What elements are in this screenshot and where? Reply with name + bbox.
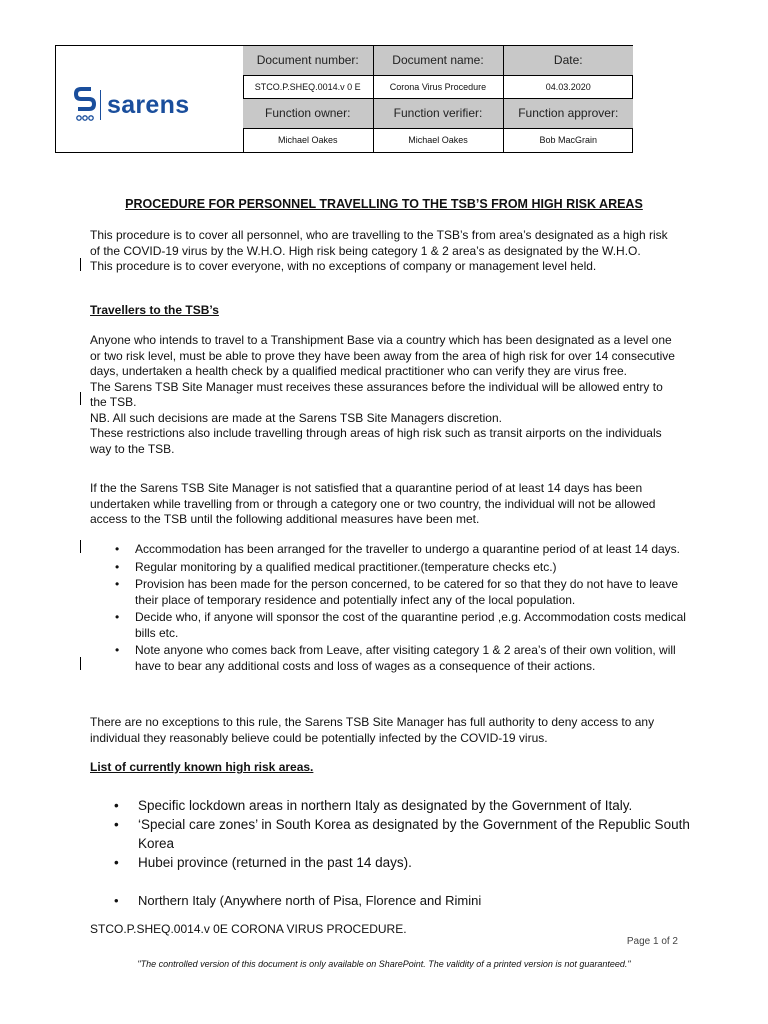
intro-section	[90, 228, 680, 275]
document-header	[55, 45, 633, 153]
date-value: 04.03.2020	[503, 75, 633, 98]
risk-areas-heading: List of currently known high risk areas.	[90, 760, 314, 774]
disclaimer: "The controlled version of this document is only available on SharePoint. The validity of a printed version is not guaranteed."	[137, 959, 631, 969]
footer-reference: STCO.P.SHEQ.0014.v 0E CORONA VIRUS PROCEDURE.	[90, 922, 407, 936]
document-name-label: Document name:	[373, 46, 503, 75]
document-info-table	[243, 46, 633, 152]
travellers-paragraph: The Sarens TSB Site Manager must receives these assurances before the individual will be allowed entry to the TSB.	[90, 379, 663, 409]
list-item: • Note anyone who comes back from Leave, after visiting category 1 & 2 area’s of their own volition, will have to bear any additional costs and loss of wages as a consequence of their actions.	[90, 643, 690, 674]
function-owner-value: Michael Oakes	[243, 128, 373, 152]
travellers-paragraph: Anyone who intends to travel to a Transhipment Base via a country which has been designated as a level one or two risk level, must be able to prove they have been away from the area of high risk for over 14 consecutive days, undertaken a health check by a qualified medical practitioner who can verify they are virus free.	[90, 333, 675, 378]
quarantine-paragraph: If the the Sarens TSB Site Manager is not satisfied that a quarantine period of at least 14 days has been undertaken while travelling from or through a category one or two country, the individual will not be allowed access to the TSB until the following additional measures have been met.	[90, 481, 656, 526]
function-verifier-value: Michael Oakes	[373, 128, 503, 152]
list-item: • ‘Special care zones’ in South Korea as designated by the Government of the Republic South Korea	[90, 815, 710, 853]
travellers-paragraph-block	[90, 333, 680, 457]
list-item: • Accommodation has been arranged for the traveller to undergo a quarantine period of at least 14 days.	[90, 542, 690, 558]
function-verifier-label: Function verifier:	[373, 98, 503, 128]
risk-areas-extra-list	[90, 891, 710, 910]
risk-areas-list	[90, 796, 710, 872]
sarens-logo	[74, 86, 189, 124]
list-item: • Specific lockdown areas in northern Italy as designated by the Government of Italy.	[90, 796, 710, 815]
change-bar	[80, 392, 81, 405]
list-item: • Hubei province (returned in the past 14 days).	[90, 853, 710, 872]
travellers-paragraph: NB. All such decisions are made at the Sarens TSB Site Managers discretion.	[90, 410, 502, 425]
document-name-value: Corona Virus Procedure	[373, 75, 503, 98]
logo-divider	[100, 90, 101, 120]
list-item: • Decide who, if anyone will sponsor the cost of the quarantine period ,e.g. Accommodation costs medical bills etc.	[90, 610, 690, 641]
travellers-paragraph: These restrictions also include travelling through areas of high risk such as transit airports on the individuals way to the TSB.	[90, 426, 662, 456]
intro-paragraph: This procedure is to cover all personnel, who are travelling to the TSB’s from area’s designated as a high risk of the COVID-19 virus by the W.H.O. High risk being category 1 & 2 area’s as designated by the W.H.O.	[90, 228, 668, 258]
intro-paragraph: This procedure is to cover everyone, with no exceptions of company or management level held.	[90, 259, 597, 273]
date-label: Date:	[503, 46, 633, 75]
function-approver-value: Bob MacGrain	[503, 128, 633, 152]
closing-paragraph: There are no exceptions to this rule, the Sarens TSB Site Manager has full authority to deny access to any individual they reasonably believe could be potentially infected by the COVID-19 virus.	[90, 715, 655, 745]
travellers-heading: Travellers to the TSB’s	[90, 303, 219, 317]
change-bar	[80, 657, 81, 670]
function-approver-label: Function approver:	[503, 98, 633, 128]
change-bar	[80, 258, 81, 271]
logo-cell	[56, 46, 244, 152]
page-number: Page 1 of 2	[626, 936, 678, 947]
sarens-logo-mark-icon	[74, 86, 96, 124]
document-number-label: Document number:	[243, 46, 373, 75]
function-owner-label: Function owner:	[243, 98, 373, 128]
list-item: • Regular monitoring by a qualified medical practitioner.(temperature checks etc.)	[90, 560, 690, 576]
document-number-value: STCO.P.SHEQ.0014.v 0 E	[243, 75, 373, 98]
measures-list	[90, 542, 690, 676]
list-item: • Provision has been made for the person concerned, to be catered for so that they do not have to leave their place of temporary residence and potentially infect any of the local population.	[90, 577, 690, 608]
change-bar	[80, 540, 81, 553]
list-item: • Northern Italy (Anywhere north of Pisa, Florence and Rimini	[90, 891, 710, 910]
page-title: PROCEDURE FOR PERSONNEL TRAVELLING TO THE TSB’S FROM HIGH RISK AREAS	[125, 197, 643, 211]
logo-text: sarens	[107, 90, 190, 119]
